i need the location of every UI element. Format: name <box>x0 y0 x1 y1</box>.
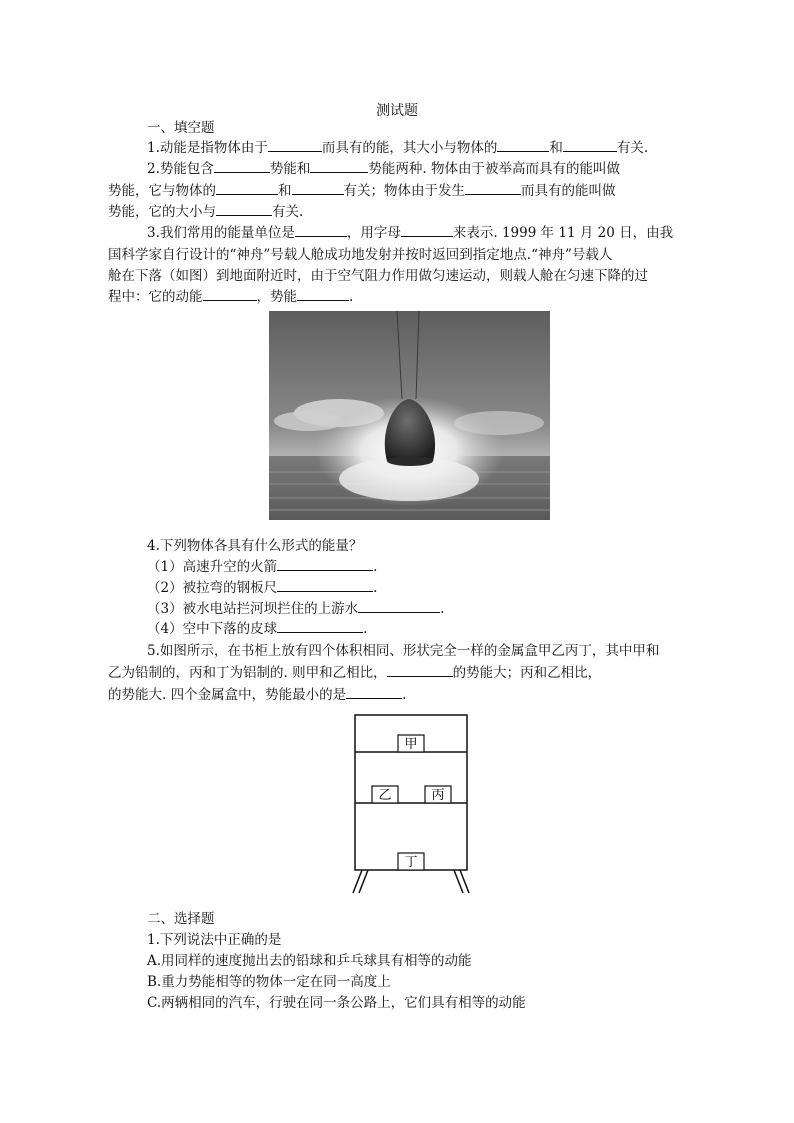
choice-option-b[interactable]: B.重力势能相等的物体一定在同一高度上 <box>147 974 391 990</box>
question-4-item-3: （3）被水电站拦河坝拦住的上游水 . <box>147 601 445 617</box>
answer-blank[interactable] <box>358 600 440 613</box>
label-ding: 丁 <box>404 855 418 870</box>
answer-blank[interactable] <box>277 579 373 592</box>
answer-blank[interactable] <box>214 160 270 173</box>
question-4-item-4: （4）空中下落的皮球 . <box>147 621 368 637</box>
answer-blank[interactable] <box>203 288 257 301</box>
question-2-line-2: 势能，它与物体的 和 有关；物体由于发生 而具有的能叫做 <box>108 183 616 199</box>
answer-blank[interactable] <box>216 203 272 216</box>
question-4-item-1: （1）高速升空的火箭 . <box>147 559 378 575</box>
question-3-line-1: 3.我们常用的能量单位是 ，用字母 来表示. 1999 年 11 月 20 日，由我 <box>147 225 674 241</box>
choice-option-c[interactable]: C.两辆相同的汽车，行驶在同一条公路上，它们具有相等的动能 <box>147 995 526 1011</box>
choice-question-1: 1.下列说法中正确的是 <box>147 932 282 948</box>
answer-blank[interactable] <box>292 182 344 195</box>
answer-blank[interactable] <box>563 139 617 152</box>
question-4-item-2: （2）被拉弯的钢板尺 . <box>147 580 378 596</box>
question-3-line-3: 舱在下落（如图）到地面附近时，由于空气阻力作用做匀速运动，则载人舱在匀速下降的过 <box>108 268 648 284</box>
answer-blank[interactable] <box>401 224 453 237</box>
page-title: 测试题 <box>376 103 418 119</box>
bookshelf-drawing <box>340 710 490 900</box>
answer-blank[interactable] <box>497 139 549 152</box>
answer-blank[interactable] <box>295 224 347 237</box>
bookshelf-diagram <box>340 710 490 900</box>
label-yi: 乙 <box>378 788 392 803</box>
answer-blank[interactable] <box>465 182 521 195</box>
answer-blank[interactable] <box>216 182 278 195</box>
question-4-heading: 4.下列物体各具有什么形式的能量？ <box>147 538 363 554</box>
section-fill-heading: 一、填空题 <box>147 120 215 136</box>
capsule-landing-photo <box>269 311 550 520</box>
answer-blank[interactable] <box>268 139 322 152</box>
question-5-line-3: 的势能大. 四个金属盒中，势能最小的是 . <box>108 687 407 703</box>
choice-option-a[interactable]: A.用同样的速度抛出去的铅球和乒乓球具有相等的动能 <box>147 953 472 969</box>
capsule-landing-image <box>269 311 550 520</box>
section-choice-heading: 二、选择题 <box>147 911 215 927</box>
question-2-line-1: 2.势能包含 势能和 势能两种. 物体由于被举高而具有的能叫做 <box>147 161 620 177</box>
answer-blank[interactable] <box>297 288 349 301</box>
question-3-line-4: 程中：它的动能 ，势能 . <box>108 289 354 305</box>
answer-blank[interactable] <box>387 664 453 677</box>
question-2-line-3: 势能，它的大小与 有关. <box>108 204 304 220</box>
label-bing: 丙 <box>431 788 445 803</box>
question-5-line-1: 5.如图所示，在书柜上放有四个体积相同、形状完全一样的金属盒甲乙丙丁，其中甲和 <box>147 643 660 659</box>
question-3-line-2: 国科学家自行设计的“神舟”号载人舱成功地发射并按时返回到指定地点.“神舟”号载人 <box>108 247 613 263</box>
label-jia: 甲 <box>404 737 418 752</box>
answer-blank[interactable] <box>346 686 402 699</box>
question-5-line-2: 乙为铅制的，丙和丁为铝制的. 则甲和乙相比， 的势能大；丙和乙相比， <box>108 665 602 681</box>
question-1: 1.动能是指物体由于 而具有的能，其大小与物体的 和 有关. <box>147 140 649 156</box>
answer-blank[interactable] <box>277 620 363 633</box>
answer-blank[interactable] <box>310 160 368 173</box>
answer-blank[interactable] <box>277 558 373 571</box>
